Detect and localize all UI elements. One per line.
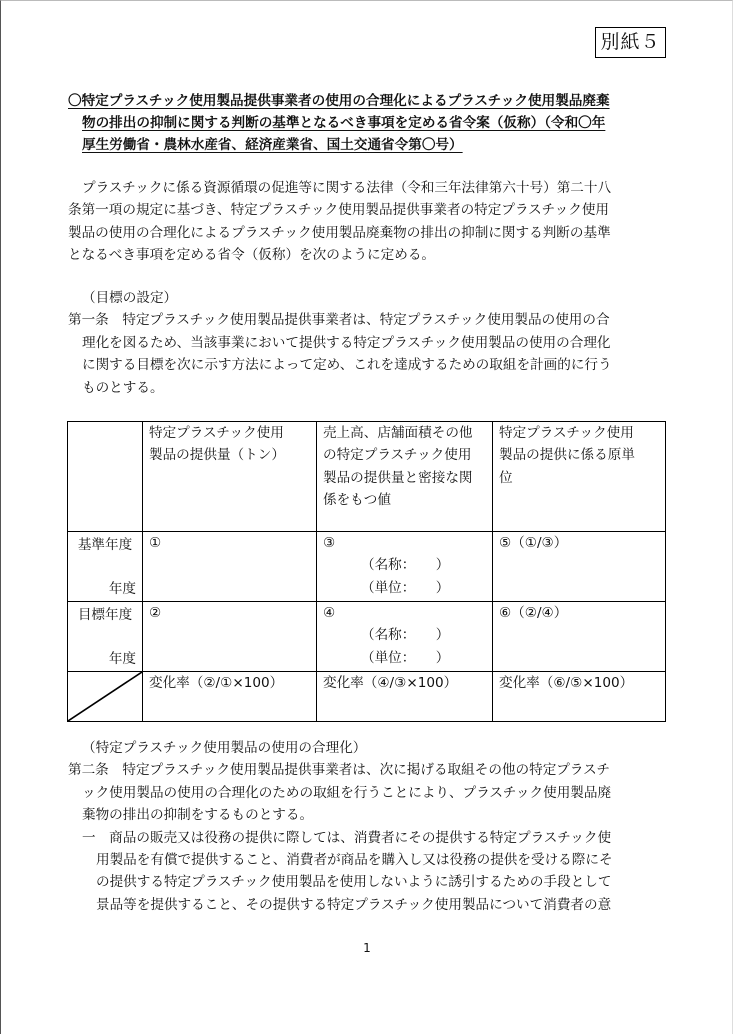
- header-cell-related-value: 売上高、店舗面積その他 の特定プラスチック使用 製品の提供量と密接な関 係をもつ値: [317, 422, 493, 532]
- table-cell: 変化率（⑥/⑤×100）: [493, 671, 666, 721]
- table-row: [68, 601, 666, 671]
- preamble: [68, 177, 611, 267]
- preamble-line: となるべき事項を定める省令（仮称）を次のように定める。: [68, 247, 436, 264]
- article-2-heading: （特定プラスチック使用製品の使用の合理化）: [82, 740, 367, 756]
- row-label-target-year: 目標年度 年度: [68, 601, 143, 671]
- preamble-line: 製品の使用の合理化によるプラスチック使用製品廃棄物の排出の抑制に関する判断の基準: [68, 224, 611, 241]
- article-1-line: 第一条 特定プラスチック使用製品提供事業者は、特定プラスチック使用製品の使用の合: [68, 312, 610, 329]
- header-cell-intensity: 特定プラスチック使用 製品の提供に係る原単 位: [493, 422, 666, 532]
- article-1-line: に関する目標を次に示す方法によって定め、これを達成するための取組を計画的に行う: [82, 357, 612, 374]
- article-1-line: 理化を図るため、当該事業において提供する特定プラスチック使用製品の使用の合理化: [82, 334, 611, 351]
- annex-tag: 別紙５: [595, 27, 666, 58]
- article-2: [68, 737, 613, 916]
- article-1: [68, 287, 612, 399]
- preamble-line: 条第一項の規定に基づき、特定プラスチック使用製品提供事業者の特定プラスチック使用: [68, 202, 610, 219]
- item-1-line: 景品等を提供すること、その提供する特定プラスチック使用製品について消費者の意: [96, 896, 612, 913]
- table-cell: ⑤（①/③）: [493, 532, 666, 602]
- article-2-line: 第二条 特定プラスチック使用製品提供事業者は、次に掲げる取組その他の特定プラスチ: [68, 762, 610, 779]
- article-2-line: 棄物の排出の抑制をするものとする。: [82, 807, 314, 824]
- table-cell: 変化率（④/③×100）: [317, 671, 493, 721]
- article-2-line: ック使用製品の使用の合理化のための取組を行うことにより、プラスチック使用製品廃: [82, 784, 612, 801]
- table-cell: ③ （名称： ） （単位： ）: [317, 532, 493, 602]
- preamble-line: プラスチックに係る資源循環の促進等に関する法律（令和三年法律第六十号）第二十八: [82, 180, 612, 196]
- document-title: [68, 90, 668, 156]
- table-row-change-rate: [68, 671, 666, 721]
- table-cell: ①: [143, 532, 317, 602]
- table-cell: 変化率（②/①×100）: [143, 671, 317, 721]
- target-table: [67, 421, 666, 722]
- item-1-line: 一 商品の販売又は役務の提供に際しては、消費者にその提供する特定プラスチック使: [82, 829, 612, 846]
- header-cell-quantity: 特定プラスチック使用 製品の提供量（トン）: [143, 422, 317, 532]
- diagonal-line: [68, 672, 142, 721]
- title-line: 〇特定プラスチック使用製品提供事業者の使用の合理化によるプラスチック使用製品廃棄: [68, 93, 610, 109]
- item-1-line: 用製品を有償で提供すること、消費者が商品を購入し又は役務の提供を受ける際にそ: [96, 852, 613, 869]
- title-line: 厚生労働省・農林水産省、経済産業省、国土交通省令第〇号）: [82, 137, 463, 153]
- table-row: [68, 532, 666, 602]
- article-1-heading: （目標の設定）: [82, 290, 178, 306]
- item-1-line: の提供する特定プラスチック使用製品を使用しないように誘引するための手段として: [96, 874, 612, 891]
- table-header-row: [68, 422, 666, 532]
- page-number: 1: [363, 941, 371, 955]
- table-cell: ⑥（②/④）: [493, 601, 666, 671]
- article-1-line: ものとする。: [82, 379, 164, 396]
- table-corner-cell: [68, 422, 143, 532]
- table-cell: ②: [143, 601, 317, 671]
- title-line: 物の排出の抑制に関する判断の基準となるべき事項を定める省令案（仮称）（令和〇年: [82, 115, 606, 131]
- table-cell: ④ （名称： ） （単位： ）: [317, 601, 493, 671]
- diagonal-cell: [68, 671, 143, 721]
- row-label-base-year: 基準年度 年度: [68, 532, 143, 602]
